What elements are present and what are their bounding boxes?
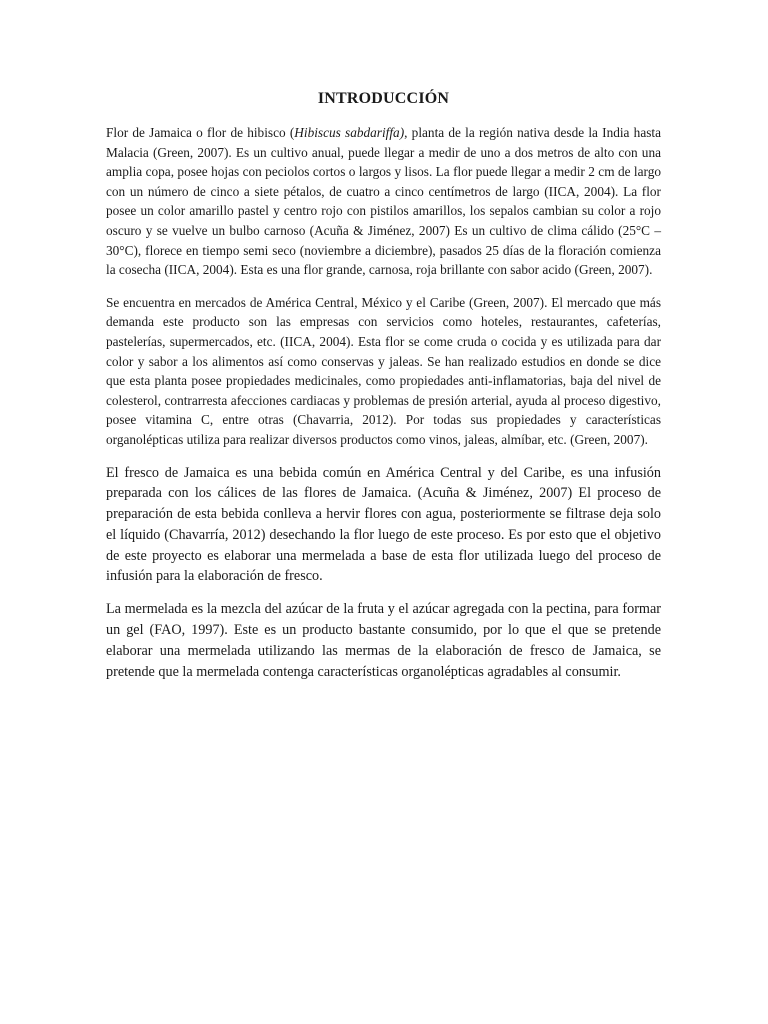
scientific-name: Hibiscus sabdariffa) <box>294 125 405 140</box>
paragraph-2: Se encuentra en mercados de América Central, México y el Caribe (Green, 2007). El mercado que más demanda este producto son las empresas con servicios como hoteles, restaurantes, cafeterías, pastelerías, supermercados, etc. (IICA, 2004). Esta flor se come cruda o cocida y es utilizada para dar color y sabor a los alimentos así como conservas y jaleas. Se han realizado estudios en donde se dice que esta planta posee propiedades medicinales, como propiedades anti-inflamatorias, baja del nivel de colesterol, contrarresta afecciones cardiacas y problemas de presión arterial, ayuda al proceso digestivo, posee vitamina C, entre otras (Chavarria, 2012). Por todas sus propiedades y características organolépticas utiliza para realizar diversos productos como vinos, jaleas, almíbar, etc. (Green, 2007). <box>106 294 661 447</box>
paragraph-1 <box>106 123 661 280</box>
paragraph-1-start: Flor de Jamaica o flor de hibisco ( <box>106 125 295 140</box>
paragraph-1-rest: , planta de la región nativa desde la India hasta Malacia (Green, 2007). Es un cultivo anual, puede llegar a medir de uno a dos metros de alto con una amplia copa, posee hojas con peciolos cortos o largos y lisos. La flor puede llegar a medir 2 cm de largo con un número de cinco a siete pétalos, de cuatro a cinco centímetros de largo (IICA, 2004). La flor posee un color amarillo pastel y centro rojo con pistilos amarillos, los sepalos cambian su color a rojo oscuro y se vuelve un bulbo carnoso (Acuña & Jiménez, 2007) Es un cultivo de clima cálido (25°C – 30°C), florece en tiempo semi seco (noviembre a diciembre), pasados 25 días de la floración comienza la cosecha (IICA, 2004). Esta es una flor grande, carnosa, roja brillante con sabor acido (Green, 2007). <box>106 125 661 278</box>
paragraph-3: El fresco de Jamaica es una bebida común en América Central y del Caribe, es una infusión preparada con los cálices de las flores de Jamaica. (Acuña & Jiménez, 2007) El proceso de preparación de esta bebida conlleva a hervir flores con agua, posteriormente se filtrase deja solo el líquido (Chavarría, 2012) desechando la flor luego de este proceso. Es por esto que el objetivo de este proyecto es elaborar una mermelada a base de esta flor utilizada luego del proceso de infusión para la elaboración de fresco. <box>106 464 661 585</box>
document-page <box>106 90 661 694</box>
paragraph-4: La mermelada es la mezcla del azúcar de la fruta y el azúcar agregada con la pectina, para formar un gel (FAO, 1997). Este es un producto bastante consumido, por lo que el que se pretende elaborar una mermelada utilizando las mermas de la elaboración de fresco de Jamaica, se pretende que la mermelada contenga características organolépticas agradables al consumir. <box>106 601 661 680</box>
document-title: INTRODUCCIÓN <box>317 90 450 107</box>
